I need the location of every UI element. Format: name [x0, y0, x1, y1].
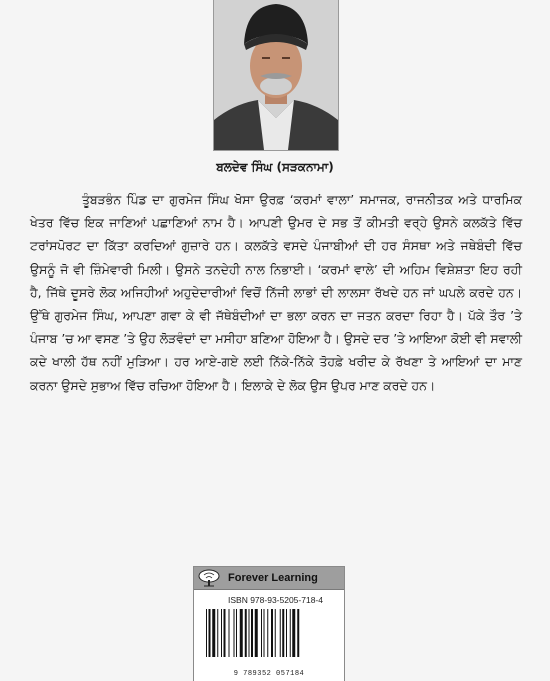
publisher-band	[194, 567, 344, 590]
barcode	[202, 609, 336, 667]
publisher-name: Forever Learning	[228, 572, 318, 584]
author-photo	[213, 0, 339, 151]
book-blurb: ਤੂੰਬੜਭੰਨ ਪਿੰਡ ਦਾ ਗੁਰਮੇਜ ਸਿੰਘ ਖੋਸਾ ਉਰਫ਼ ‘ਕਰਮਾਂ ਵਾਲਾ’ ਸਮਾਜਕ, ਰਾਜਨੀਤਕ ਅਤੇ ਧਾਰਮਿਕ ਖੇਤਰ ਵਿੱਚ ਇਕ ਜਾਣਿਆਂ ਪਛਾਣਿਆਂ ਨਾਮ ਹੈ। ਆਪਣੀ ਉਮਰ ਦੇ ਸਭ ਤੋਂ ਕੀਮਤੀ ਵਰ੍ਹੇ ਉਸਨੇ ਕਲਕੱਤੇ ਵਿੱਚ ਟਰਾਂਸਪੋਰਟ ਦਾ ਕਿੱਤਾ ਕਰਦਿਆਂ ਗੁਜ਼ਾਰੇ ਹਨ। ਕਲਕੱਤੇ ਵਸਦੇ ਪੰਜਾਬੀਆਂ ਦੀ ਹਰ ਸੰਸਥਾ ਅਤੇ ਜਥੇਬੰਦੀ ਵਿੱਚ ਉਸਨੂੰ ਜੋ ਵੀ ਜ਼ਿੰਮੇਵਾਰੀ ਮਿਲੀ। ਉਸਨੇ ਤਨਦੇਹੀ ਨਾਲ ਨਿਭਾਈ। ‘ਕਰਮਾਂ ਵਾਲੇ’ ਦੀ ਅਹਿਮ ਵਿਸ਼ੇਸ਼ਤਾ ਇਹ ਰਹੀ ਹੈ, ਜਿੱਥੇ ਦੂਸਰੇ ਲੋਕ ਅਜਿਹੀਆਂ ਅਹੁਦੇਦਾਰੀਆਂ ਵਿਚੋਂ ਨਿੱਜੀ ਲਾਭਾਂ ਦੀ ਲਾਲਸਾ ਰੱਖਦੇ ਹਨ ਜਾਂ ਘਪਲੇ ਕਰਦੇ ਹਨ। ਉੱਥੇ ਗੁਰਮੇਜ ਸਿੰਘ, ਆਪਣਾ ਗਵਾ ਕੇ ਵੀ ਜੱਥੇਬੰਦੀਆਂ ਦਾ ਭਲਾ ਕਰਨ ਦਾ ਜਤਨ ਕਰਦਾ ਰਿਹਾ ਹੈ। ਪੱਕੇ ਤੌਰ ’ਤੇ ਪੰਜਾਬ ’ਚ ਆ ਵਸਣ ’ਤੇ ਉਹ ਲੋੜਵੰਦਾਂ ਦਾ ਮਸੀਹਾ ਬਣਿਆ ਹੋਇਆ ਹੈ। ਉਸਦੇ ਦਰ ’ਤੇ ਆਇਆ ਕੋਈ ਵੀ ਸਵਾਲੀ ਕਦੇ ਖਾਲੀ ਹੱਥ ਨਹੀਂ ਮੁੜਿਆ। ਹਰ ਆਏ-ਗਏ ਲਈ ਨਿੱਕੇ-ਨਿੱਕੇ ਤੋਹਫ਼ੇ ਖਰੀਦ ਕੇ ਰੱਖਣਾ ਤੇ ਆਇਆਂ ਦਾ ਮਾਣ ਕਰਨਾ ਉਸਦੇ ਸੁਭਾਅ ਵਿੱਚ ਰਚਿਆ ਹੋਇਆ ਹੈ। ਇਲਾਕੇ ਦੇ ਲੋਕ ਉਸ ਉਪਰ ਮਾਣ ਕਰਦੇ ਹਨ।	[30, 192, 522, 393]
author-caption: ਬਲਦੇਵ ਸਿੰਘ (ਸੜਕਨਾਮਾ)	[216, 160, 334, 174]
tree-icon	[194, 567, 224, 589]
isbn-label: ISBN 978-93-5205-718-4	[228, 595, 323, 605]
barcode-digits: 9 789352 057184	[233, 670, 305, 678]
isbn-barcode-box	[193, 566, 345, 681]
